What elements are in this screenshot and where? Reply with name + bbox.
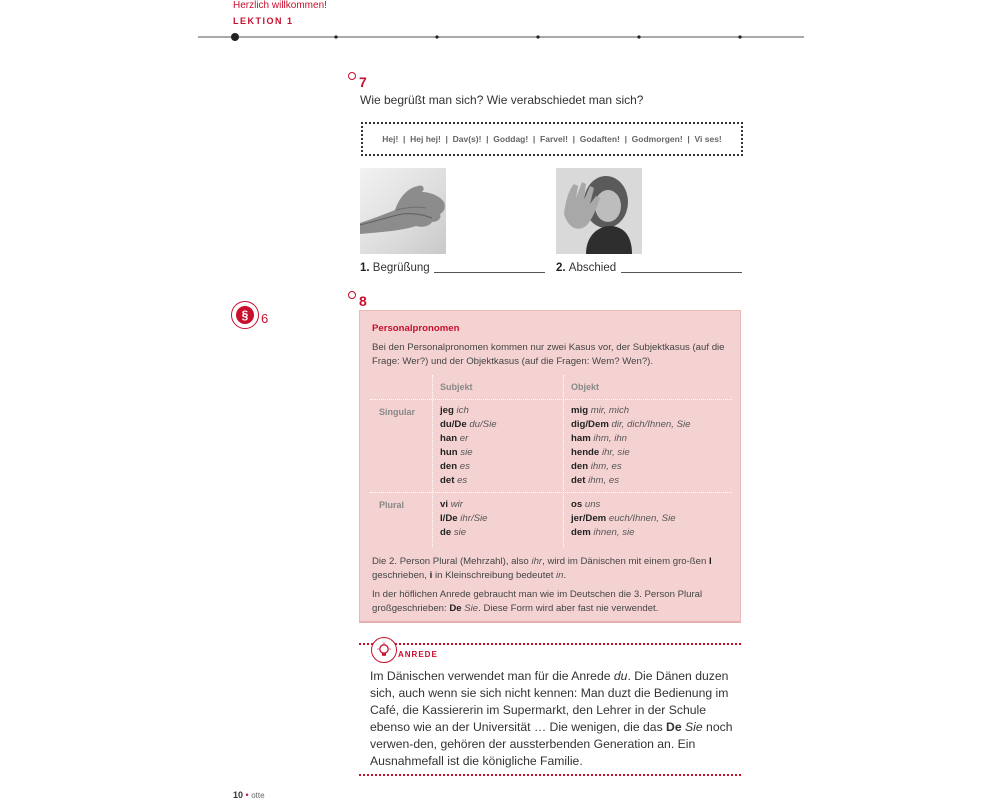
- grammar-box: [359, 310, 741, 623]
- photo-waving-woman: [556, 168, 642, 254]
- singular-object-column: [571, 404, 690, 488]
- item-1-label: 1. Begrüßung: [360, 262, 430, 274]
- grammar-box-title: Personalpronomen: [372, 323, 460, 334]
- table-row: jeg ich: [440, 405, 469, 416]
- table-row: han er: [440, 433, 469, 444]
- table-row: den ihm, es: [571, 461, 622, 472]
- column-header-object: Objekt: [571, 382, 600, 392]
- paragraph-icon: §: [231, 301, 259, 329]
- page-footer: 10 • otte: [233, 790, 265, 800]
- lesson-timeline: [198, 33, 804, 41]
- tip-border-bottom: [359, 774, 741, 776]
- grammar-note-1: Die 2. Person Plural (Mehrzahl), also ihr, wird im Dänischen mit einem gro-ßen I geschrieben, i in Kleinschreibung bedeutet in.: [372, 556, 712, 581]
- table-row: I/De ihr/Sie: [440, 513, 488, 524]
- lightbulb-icon: [371, 637, 397, 663]
- tip-label: ANREDE: [398, 650, 438, 659]
- grammar-intro: Bei den Personalpronomen kommen nur zwei Kasus vor, der Subjektkasus (auf die Frage: Wer?) und der Objektkasus (auf die Fragen: Wem? Wen?).: [372, 342, 725, 367]
- answer-line-2[interactable]: [621, 272, 742, 273]
- table-row: mig mir, mich: [571, 405, 630, 416]
- item-2-label: 2. Abschied: [556, 262, 617, 274]
- table-divider: [370, 492, 732, 493]
- exercise-7-question: Wie begrüßt man sich? Wie verabschiedet man sich?: [360, 93, 644, 107]
- table-row: dig/Dem dir, dich/Ihnen, Sie: [571, 419, 691, 430]
- phrase-list: Hej! | Hej hej! | Dav(s)! | Goddag! | Farvel! | Godaften! | Godmorgen! | Vi ses!: [382, 134, 722, 144]
- column-header-subject: Subjekt: [440, 382, 473, 392]
- plural-subject-column: [440, 498, 487, 540]
- photo-handshake: [360, 168, 446, 254]
- table-divider: [432, 375, 433, 547]
- answer-line-1[interactable]: [434, 272, 545, 273]
- lesson-label: LEKTION 1: [233, 16, 294, 26]
- chapter-title: Herzlich willkommen!: [233, 0, 327, 11]
- table-row: hende ihr, sie: [571, 447, 630, 458]
- phrase-box: [361, 122, 743, 156]
- audio-marker-icon: [348, 72, 356, 80]
- table-divider: [370, 399, 732, 400]
- tip-border-top: [359, 643, 741, 645]
- row-label-singular: Singular: [379, 407, 416, 417]
- table-row: du/De du/Sie: [440, 419, 497, 430]
- table-row: det es: [440, 475, 468, 486]
- exercise-7-number: 7: [359, 74, 367, 90]
- timeline-dot: [637, 35, 640, 38]
- timeline-dot-active: [231, 33, 239, 41]
- timeline-dot: [536, 35, 539, 38]
- table-row: os uns: [571, 499, 601, 510]
- table-row: ham ihm, ihn: [571, 433, 627, 444]
- table-row: dem ihnen, sie: [571, 527, 635, 538]
- table-row: det ihm, es: [571, 475, 619, 486]
- tip-text: Im Dänischen verwendet man für die Anrede du. Die Dänen duzen sich, auch wenn sie sich nicht kennen: Man duzt die Bedienung im Café, die Kassiererin im Supermarkt, den Lehrer in der Schule ebenso wie an der Universität … Die wenigen, die das De Sie noch verwen-den, gehören der aussterbenden Generation an. Ein Ausnahmefall ist die königliche Familie.: [370, 669, 733, 768]
- table-row: jer/Dem euch/Ihnen, Sie: [571, 513, 676, 524]
- table-row: de sie: [440, 527, 467, 538]
- timeline-dot: [334, 35, 337, 38]
- timeline-dot: [738, 35, 741, 38]
- table-row: den es: [440, 461, 470, 472]
- table-row: vi wir: [440, 499, 463, 510]
- plural-object-column: [571, 498, 676, 540]
- row-label-plural: Plural: [379, 500, 405, 510]
- exercise-8-number: 8: [359, 293, 367, 309]
- grammar-note-2: In der höflichen Anrede gebraucht man wie im Deutschen die 3. Person Plural großgeschrieben: De Sie. Diese Form wird aber fast nie verwendet.: [372, 589, 703, 614]
- table-row: hun sie: [440, 447, 473, 458]
- audio-marker-icon: [348, 291, 356, 299]
- singular-subject-column: [440, 404, 497, 488]
- paragraph-number: 6: [261, 311, 269, 326]
- table-divider: [563, 375, 564, 547]
- timeline-dot: [435, 35, 438, 38]
